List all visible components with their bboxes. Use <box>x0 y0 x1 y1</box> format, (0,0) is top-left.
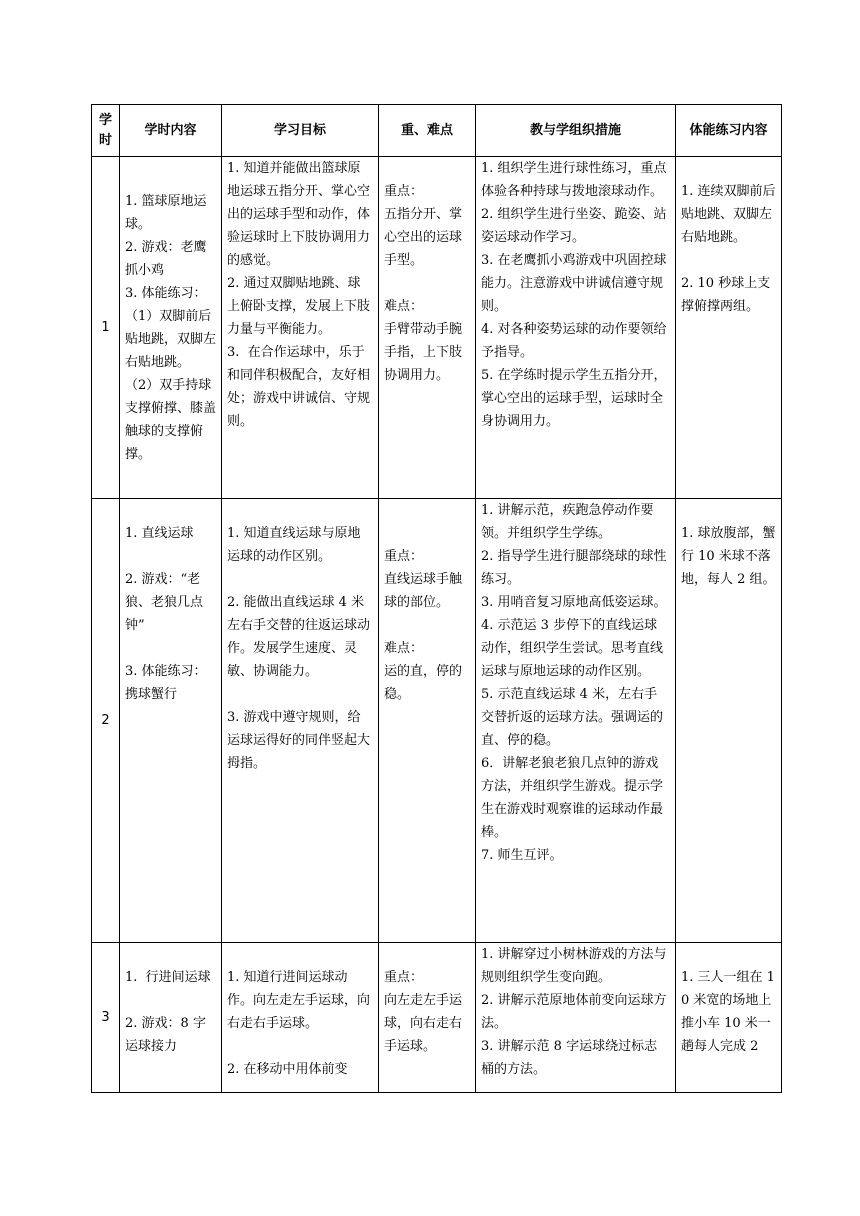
method-line: 5. 在学练时提示学生五指分开，掌心空出的运球手型，运球时全身协调用力。 <box>481 368 667 429</box>
goals-cell <box>222 499 379 943</box>
method-line: 2. 讲解示范原地体前变向运球方法。 <box>481 993 667 1031</box>
fitness-cell <box>676 499 782 943</box>
content-cell <box>120 157 222 499</box>
method-line: 4. 对各种姿势运球的动作要领给予指导。 <box>481 322 667 360</box>
method-line: 3. 讲解示范 8 字运球绕过标志桶的方法。 <box>481 1039 658 1077</box>
fitness-line: 1. 连续双脚前后贴地跳、双脚左右贴地跳。 <box>681 184 776 245</box>
fitness-line: 2. 10 秒球上支撑俯撑两组。 <box>681 276 771 314</box>
goal-line: 1. 知道直线运球与原地运球的动作区别。 <box>227 526 361 564</box>
goal-line: 1. 知道行进间运球动作。向左走左手运球，向右走右手运球。 <box>227 970 371 1031</box>
content-line: （1）双脚前后贴地跳，双脚左右贴地跳。 <box>125 308 217 370</box>
diff-label: 难点： <box>384 299 424 314</box>
content-line: 1. 篮球原地运球。 <box>125 193 207 232</box>
method-line: 3. 在老鹰抓小鸡游戏中巩固控球能力。注意游戏中讲诚信遵守规则。 <box>481 253 667 314</box>
key-text: 五指分开、掌心空出的运球手型。 <box>384 207 463 268</box>
keypoints-cell <box>379 943 476 1093</box>
content-line: 3. 体能练习：携球蟹行 <box>125 664 207 702</box>
goal-line: 2. 能做出直线运球 4 米左右手交替的往返运球动作。发展学生速度、灵敏、协调能力。 <box>227 595 371 679</box>
header-content: 学时内容 <box>120 105 222 157</box>
content-line: 1. 行进间运球 <box>125 970 211 985</box>
goal-line: 1. 知道并能做出篮球原地运球五指分开、掌心空出的运球手型和动作，体验运球时上下肢协调用力的感觉。 <box>227 161 371 268</box>
content-line: 2. 游戏：8 字运球接力 <box>125 1016 206 1054</box>
key-text: 向左走左手运球，向右走右手运球。 <box>384 993 463 1054</box>
content-cell <box>120 499 222 943</box>
keypoints-cell <box>379 499 476 943</box>
row-number: 3 <box>92 943 120 1093</box>
goals-cell <box>222 943 379 1093</box>
methods-cell <box>476 499 676 943</box>
method-line: 4. 示范运 3 步停下的直线运球动作，组织学生尝试。思考直线运球与原地运球的动作区别。 <box>481 618 664 679</box>
methods-cell <box>476 943 676 1093</box>
table-row <box>92 157 782 499</box>
goal-line: 3. 在合作运球中，乐于和同伴积极配合，友好相处；游戏中讲诚信、守规则。 <box>227 345 371 429</box>
content-line: （2）双手持球支撑俯撑、膝盖触球的支撑俯撑。 <box>125 377 217 462</box>
method-line: 1. 组织学生进行球性练习，重点体验各种持球与拨地滚球动作。 <box>481 161 667 199</box>
method-line: 1. 讲解穿过小树林游戏的方法与规则组织学生变向跑。 <box>481 947 667 985</box>
row-number: 2 <box>92 499 120 943</box>
method-line: 1. 讲解示范，疾跑急停动作要领。并组织学生学练。 <box>481 503 654 541</box>
fitness-cell <box>676 943 782 1093</box>
header-keypoints: 重、难点 <box>379 105 476 157</box>
content-line: 2. 游戏：老鹰抓小鸡 <box>125 239 207 278</box>
diff-text: 手臂带动手腕手指，上下肢协调用力。 <box>384 322 463 383</box>
fitness-line: 1. 三人一组在 10 米宽的场地上推小车 10 米一趟每人完成 2 <box>681 970 775 1054</box>
content-line: 2. 游戏：“老狼、老狼几点钟” <box>125 572 204 633</box>
key-label: 重点： <box>384 184 424 199</box>
fitness-cell <box>676 157 782 499</box>
header-hour: 学时 <box>92 105 120 157</box>
method-line: 2. 指导学生进行腿部绕球的球性练习。 <box>481 549 667 587</box>
method-line: 7. 师生互评。 <box>481 848 563 863</box>
table-row <box>92 499 782 943</box>
header-fitness: 体能练习内容 <box>676 105 782 157</box>
content-line: 3. 体能练习： <box>125 285 207 301</box>
method-line: 5. 示范直线运球 4 米，左右手交替折返的运球方法。强调运的直、停的稳。 <box>481 687 664 748</box>
content-cell <box>120 943 222 1093</box>
key-label: 重点： <box>384 549 424 564</box>
table-row <box>92 943 782 1093</box>
key-text: 直线运球手触球的部位。 <box>384 572 463 610</box>
header-row <box>92 105 782 157</box>
methods-cell <box>476 157 676 499</box>
method-line: 6．讲解老狼老狼几点钟的游戏方法，并组织学生游戏。提示学生在游戏时观察谁的运球动作最棒。 <box>481 756 664 840</box>
keypoints-cell <box>379 157 476 499</box>
diff-label: 难点： <box>384 641 424 656</box>
content-line: 1. 直线运球 <box>125 526 194 541</box>
diff-text: 运的直，停的稳。 <box>384 664 463 702</box>
goal-line: 3. 游戏中遵守规则，给运球运得好的同伴竖起大拇指。 <box>227 710 371 771</box>
header-methods: 教与学组织措施 <box>476 105 676 157</box>
lesson-plan-table <box>91 104 782 1093</box>
header-goals: 学习目标 <box>222 105 379 157</box>
row-number: 1 <box>92 157 120 499</box>
method-line: 2. 组织学生进行坐姿、跪姿、站姿运球动作学习。 <box>481 207 667 245</box>
fitness-line: 1. 球放腹部，蟹行 10 米球不落地，每人 2 组。 <box>681 526 776 587</box>
goals-cell <box>222 157 379 499</box>
method-line: 3. 用哨音复习原地高低姿运球。 <box>481 595 667 610</box>
key-label: 重点： <box>384 970 424 985</box>
goal-line: 2. 通过双脚贴地跳、球上俯卧支撑，发展上下肢力量与平衡能力。 <box>227 276 371 337</box>
goal-line: 2. 在移动中用体前变 <box>227 1062 348 1077</box>
